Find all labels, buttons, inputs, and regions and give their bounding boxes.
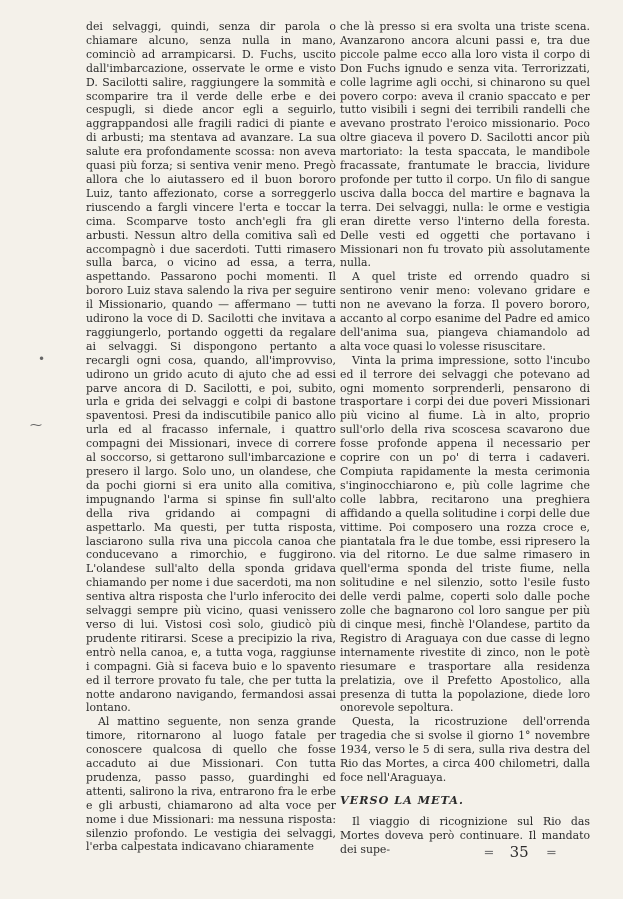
paragraph: Questa, la ricostruzione dell'orrenda tragedia che si svolse il giorno 1° novembre 1934, verso le 5 di sera, sulla riva destra del Rio das Mortes, a circa 400 chilometri, dalla foce nell'Araguaya. [340,715,590,784]
paragraph: Il viaggio di ricognizione sul Rio das Mortes doveva però continuare. Il mandato dei supe- [340,814,590,856]
paragraph: Vinta la prima impressione, sotto l'incubo ed il terrore dei selvaggi che potevano ad ogni momento sorprenderli, pensarono di trasportare i corpi dei due poveri Missionari più vicino al fiume. Là in alto, proprio sull'orlo della riva scoscesa scavarono due fosse profonde appena il necessario per coprire con un po' di terra i cadaveri. Compiuta rapidamente la mesta cerimonia s'inginocchiarono e, più colle lagrime che colle labbra, recitarono una preghiera affidando a quella solitudine i corpi delle due vittime. Poi composero una rozza croce e, piantatala fra le due tombe, essi ripresero la via del ritorno. Le due salme rimasero in quell'erma sponda del triste fiume, nella solitudine e nel silenzio, sotto l'esile fusto delle verdi palme, coperti solo dalle poche zolle che bagnarono col loro sangue per più di cinque mesi, finchè l'Olandese, partito da Registro di Araguaya con due casse di legno internamente rivestite di zinco, non le potè riesumare e trasportare alla residenza prelatizia, ove il Prefetto Apostolico, alla presenza di tutta la popolazione, diede loro onorevole sepoltura. [340,353,590,715]
left-column [86,20,336,854]
section-heading: VERSO LA META. [340,792,464,807]
footer-ornament-left: ═ [485,846,491,861]
margin-dot-mark: • [38,352,46,366]
paragraph: Al mattino seguente, non senza grande timore, ritornarono al luogo fatale per conoscere qualcosa di quello che fosse accaduto ai due Missionari. Con tutta prudenza, passo passo, guardinghi ed attenti, salirono la riva, entrarono fra le erbe e gli arbusti, chiamarono ad alta voce per nome i due Missionari: ma nessuna risposta: silenzio profondo. Le vestigia dei selvaggi, l'erba calpestata indicavano chiaramente [86,715,336,854]
margin-scratch-mark: ⁓ [30,418,42,432]
footer-ornament-right: ═ [547,846,554,861]
paragraph: A quel triste ed orrendo quadro si sentirono venir meno: volevano gridare e non ne avevano la forza. Il povero bororo, accanto al corpo esanime del Padre ed amico dell'anima sua, piangeva chiamandolo ad alta voce quasi lo volesse risuscitare. [340,270,590,353]
paragraph: che là presso si era svolta una triste scena. Avanzarono ancora alcuni passi e, tra due piccole palme ecco alla loro vista il corpo di Don Fuchs ignudo e senza vita. Terrorizzati, colle lagrime agli occhi, si chinarono su quel povero corpo: aveva il cranio spaccato e per tutto visibili i segni dei terribili randelli che avevano prostrato l'eroico missionario. Poco oltre giaceva il povero D. Sacilotti ancor più martoriato: la testa spaccata, le mandibole fracassate, frantumate le braccia, lividure profonde per tutto il corpo. Un filo di sangue usciva dalla bocca del martire e bagnava la terra. Dei selvaggi, nulla: le orme e vestigia eran dirette verso l'interno della foresta. Delle vesti ed oggetti che portavano i Missionari non fu trovato più assolutamente nulla. [340,20,590,270]
paragraph: dei selvaggi, quindi, senza dir parola o chiamare alcuno, senza nulla in mano, cominciò ad arrampicarsi. D. Fuchs, uscito dall'imbarcazione, osservate le orme e visto D. Sacilotti salire, raggiungere la sommità e scomparire tra il verde delle erbe e dei cespugli, si diede ancor egli a seguirlo, aggrappandosi alle fragili radici di piante e di arbusti; ma stentava ad avanzare. La sua salute era profondamente scossa: non aveva quasi più forza; si sentiva venir meno. Pregò allora che lo aiutassero ed il buon bororo Luiz, tanto affezionato, corse a sorreggerlo riuscendo a fargli vincere l'erta e toccar la cima. Scomparve tosto anch'egli fra gli arbusti. Nessun altro della comitiva salì ed accompagnò i due sacerdoti. Tutti rimasero sulla barca, o vicino ad essa, a terra, aspettando. Passarono pochi momenti. Il bororo Luiz stava salendo la riva per seguire il Missionario, quando — affermano — tutti udirono la voce di D. Sacilotti che invitava a raggiungerlo, portando oggetti da regalare ai selvaggi. Si dispongono pertanto a recargli ogni cosa, quando, all'improvviso, udirono un grido acuto di ajuto che ad essi parve ancora di D. Sacilotti, e poi, subito, urla e grida dei selvaggi e colpi di bastone spaventosi. Presi da indiscutibile panico allo urla ed al fracasso infernale, i quattro compagni dei Missionari, invece di correre al soccorso, si gettarono sull'imbarcazione e presero il largo. Solo uno, un olandese, che da pochi giorni si era unito alla comitiva, impugnando l'arma si spinse fin sull'alto della riva gridando ai compagni di aspettarlo. Ma questi, per tutta risposta, lasciarono sulla riva una piccola canoa che conducevano a rimorchio, e fuggirono. L'olandese sull'alto della sponda gridava chiamando per nome i due sacerdoti, ma non sentiva altra risposta che l'urlo inferocito dei selvaggi sempre più vicino, quasi venissero verso di lui. Vistosi così solo, giudicò più prudente ritirarsi. Scese a precipizio la riva, entrò nella canoa, e, a tutta voga, raggiunse i compagni. Già si faceva buio e lo spavento ed il terrore provato fu tale, che per tutta la notte andarono navigando, fermandosi assai lontano. [86,20,336,715]
right-column [340,20,590,856]
page-number: 35 [509,843,529,861]
page-footer [485,843,553,861]
